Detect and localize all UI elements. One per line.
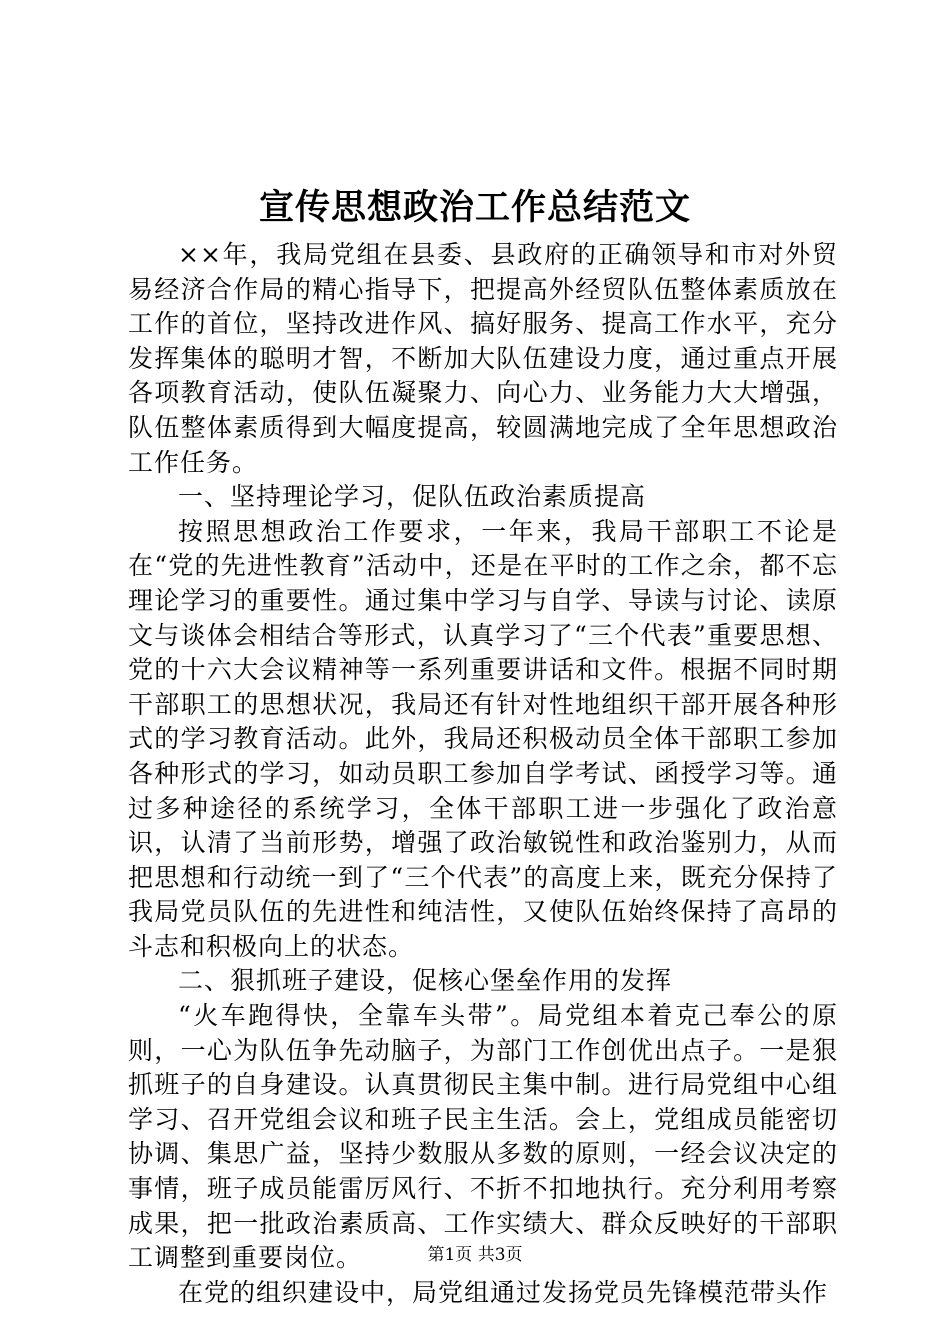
paragraph-intro: ××年，我局党组在县委、县政府的正确领导和市对外贸易经济合作局的精心指导下，把提高外经贸队伍整体素质放在工作的首位，坚持改进作风、搞好服务、提高工作水平，充分发挥集体的聪明才智，不断加大队伍建设力度，通过重点开展各项教育活动，使队伍凝聚力、向心力、业务能力大大增强，队伍整体素质得到大幅度提高，较圆满地完成了全年思想政治工作任务。 <box>128 240 838 477</box>
paragraph-section-2-continued: 在党的组织建设中，局党组通过发扬党员先锋模范带头作 <box>178 1277 829 1307</box>
paragraph-section-2: “火车跑得快，全靠车头带”。局党组本着克己奉公的原则，一心为队伍争先动脑子，为部门工作创优出点子。一是狠抓班子的自身建设。认真贯彻民主集中制。进行局党组中心组学习、召开党组会议和班子民主生活。会上，党组成员能密切协调、集思广益，坚持少数服从多数的原则，一经会议决定的事情，班子成员能雷厉风行、不折不扣地执行。充分利用考察成果，把一批政治素质高、工作实绩大、群众反映好的干部职工调整到重要岗位。 <box>128 1001 838 1273</box>
document-body <box>128 238 838 1310</box>
page-number-footer: 第1页 共3页 <box>427 1245 523 1265</box>
document-title: 宣传思想政治工作总结范文 <box>258 187 691 228</box>
section-heading-1: 一、坚持理论学习，促队伍政治素质提高 <box>178 482 647 512</box>
section-heading-2: 二、狠抓班子建设，促核心堡垒作用的发挥 <box>178 966 673 996</box>
paragraph-section-1: 按照思想政治工作要求，一年来，我局干部职工不论是在“党的先进性教育”活动中，还是在平时的工作之余，都不忘理论学习的重要性。通过集中学习与自学、导读与讨论、读原文与谈体会相结合等形式，认真学习了“三个代表”重要思想、党的十六大会议精神等一系列重要讲话和文件。根据不同时期干部职工的思想状况，我局还有针对性地组织干部开展各种形式的学习教育活动。此外，我局还积极动员全体干部职工参加各种形式的学习，如动员职工参加自学考试、函授学习等。通过多种途径的系统学习，全体干部职工进一步强化了政治意识，认清了当前形势，增强了政治敏锐性和政治鉴别力，从而把思想和行动统一到了“三个代表”的高度上来，既充分保持了我局党员队伍的先进性和纯洁性，又使队伍始终保持了高昂的斗志和积极向上的状态。 <box>128 516 838 961</box>
